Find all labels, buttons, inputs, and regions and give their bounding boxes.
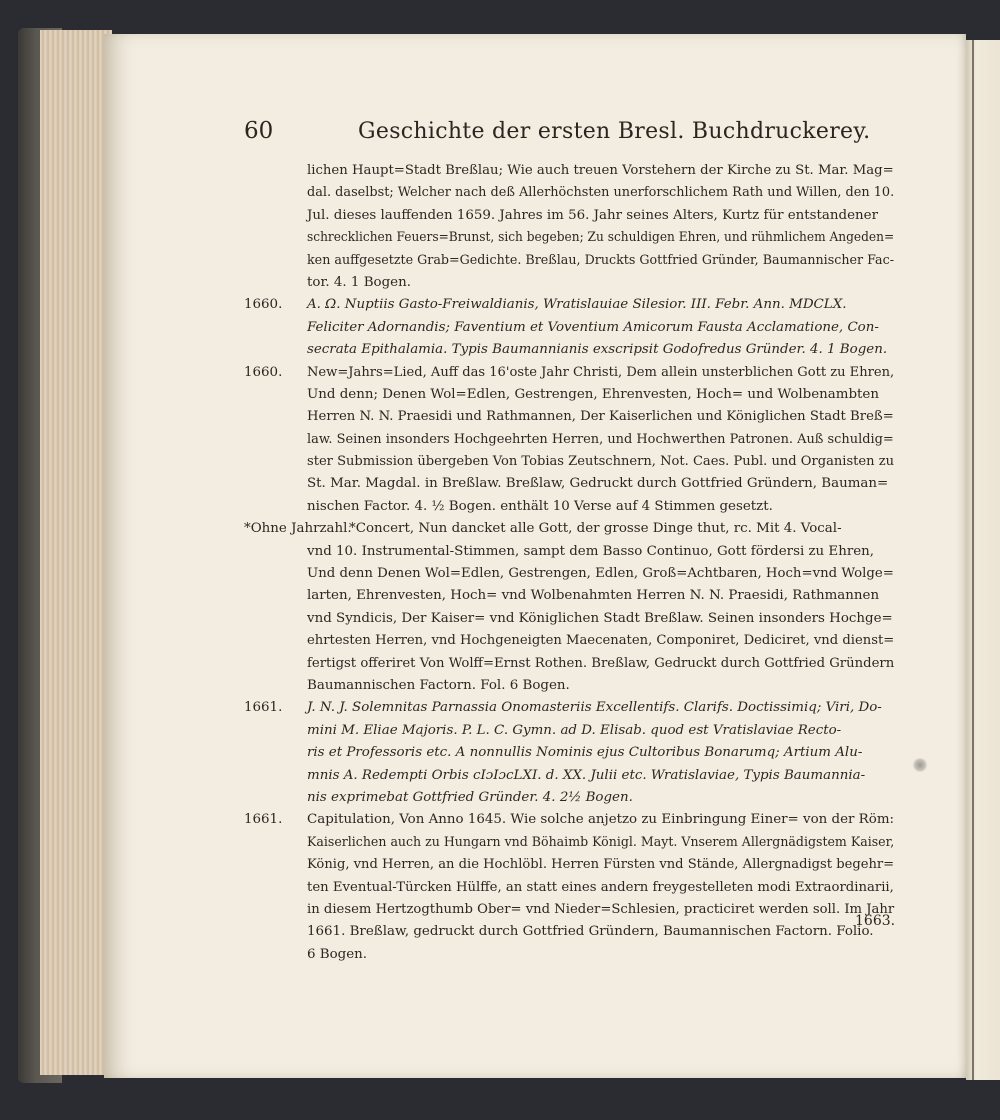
- entry-year: 1660.: [244, 297, 283, 313]
- text-line: [244, 765, 894, 787]
- text-line: [244, 630, 894, 652]
- line-text: A. Ω. Nuptiis Gasto-Freiwaldianis, Wratislauiae Silesior. III. Febr. Ann. MDCLX.: [307, 297, 847, 313]
- text-line: [244, 272, 894, 294]
- line-text: Herren N. N. Praesidi und Rathmannen, Der Kaiserlichen und Königlichen Stadt Breß=: [307, 409, 894, 425]
- entry-year: 1661.: [244, 812, 283, 828]
- text-line: [244, 362, 894, 384]
- line-text: ten Eventual-Türcken Hülffe, an statt eines andern freygestelleten modi Extraordinarii,: [307, 879, 894, 895]
- line-text: nischen Factor. 4. ½ Bogen. enthält 10 Verse auf 4 Stimmen gesetzt.: [307, 498, 773, 514]
- text-line: [244, 697, 894, 719]
- entry-year: 1660.: [244, 364, 283, 380]
- line-text: fertigst offeriret Von Wolff=Ernst Rothen. Breßlaw, Gedruckt durch Gottfried Gründern: [307, 655, 895, 671]
- line-text: ken auffgesetzte Grab=Gedichte. Breßlau, Druckts Gottfried Gründer, Baumannischer Fac-: [307, 252, 895, 268]
- line-text: mnis A. Redempti Orbis cIɔIɔcLXI. d. XX. Julii etc. Wratislaviae, Typis Baumannia-: [307, 767, 866, 783]
- page-body: [244, 160, 894, 966]
- line-text: Kaiserlichen auch zu Hungarn vnd Böhaimb Königl. Mayt. Vnserem Allergnädigstem Kaiser,: [307, 834, 895, 850]
- running-head: [244, 118, 894, 154]
- entry-year: *Ohne Jahrzahl.: [244, 521, 352, 537]
- text-line: [244, 944, 894, 966]
- ink-smudge: [912, 758, 928, 772]
- text-line: [244, 406, 894, 428]
- line-text: schrecklichen Feuers=Brunst, sich begeben; Zu schuldigen Ehren, und rühmlichem Angeden=: [307, 230, 895, 246]
- line-text: ris et Professoris etc. A nonnullis Nominis ejus Cultoribus Bonarumq; Artium Alu-: [307, 745, 863, 761]
- line-text: in diesem Hertzogthumb Ober= vnd Nieder=Schlesien, practiciret werden soll. Im Jahr: [307, 901, 895, 917]
- running-title: Geschichte der ersten Bresl. Buchdruckerey.: [358, 119, 871, 144]
- text-line: [244, 227, 894, 249]
- text-line: [244, 608, 894, 630]
- text-line: [244, 317, 894, 339]
- text-line: [244, 832, 894, 854]
- line-text: Und denn Denen Wol=Edlen, Gestrengen, Edlen, Groß=Achtbaren, Hoch=vnd Wolge=: [307, 566, 894, 582]
- entry-year: 1661.: [244, 700, 283, 716]
- text-line: [244, 563, 894, 585]
- line-text: J. N. J. Solemnitas Parnassia Onomasteriis Excellentifs. Clarifs. Doctissimiq; Viri, Do-: [307, 700, 882, 716]
- line-text: Capitulation, Von Anno 1645. Wie solche anjetzo zu Einbringung Einer= von der Röm:: [307, 812, 895, 828]
- text-line: [244, 182, 894, 204]
- line-text: St. Mar. Magdal. in Breßlaw. Breßlaw, Gedruckt durch Gottfried Gründern, Bauman=: [307, 476, 889, 492]
- text-line: [244, 160, 894, 182]
- text-line: [244, 585, 894, 607]
- line-text: law. Seinen insonders Hochgeehrten Herren, und Hochwerthen Patronen. Auß schuldig=: [307, 431, 894, 447]
- text-line: [244, 877, 894, 899]
- text-line: [244, 205, 894, 227]
- line-text: 1661. Breßlaw, gedruckt durch Gottfried Gründern, Baumannischen Factorn. Folio.: [307, 924, 874, 940]
- line-text: ster Submission übergeben Von Tobias Zeutschnern, Not. Caes. Publ. und Organisten zu: [307, 454, 894, 470]
- line-text: vnd 10. Instrumental-Stimmen, sampt dem Basso Continuo, Gott fördersi zu Ehren,: [307, 543, 875, 559]
- text-line: [244, 653, 894, 675]
- line-text: secrata Epithalamia. Typis Baumannianis exscripsit Godofredus Gründer. 4. 1 Bogen.: [307, 342, 888, 358]
- text-line: [244, 854, 894, 876]
- text-line: [244, 473, 894, 495]
- gutter-line: [972, 40, 974, 1080]
- line-text: nis exprimebat Gottfried Gründer. 4. 2½ Bogen.: [307, 789, 633, 805]
- text-line: [244, 742, 894, 764]
- line-text: lichen Haupt=Stadt Breßlau; Wie auch treuen Vorstehern der Kirche zu St. Mar. Mag=: [307, 163, 894, 178]
- text-line: [244, 250, 894, 272]
- text-line: [244, 429, 894, 451]
- page-number: 60: [244, 118, 274, 144]
- text-line: [244, 675, 894, 697]
- page-edges: [40, 30, 112, 1075]
- text-line: [244, 787, 894, 809]
- text-line: [244, 720, 894, 742]
- text-line: [244, 518, 894, 540]
- text-line: [244, 899, 894, 921]
- line-text: Baumannischen Factorn. Fol. 6 Bogen.: [307, 677, 570, 693]
- line-text: *Concert, Nun dancket alle Gott, der grosse Dinge thut, rc. Mit 4. Vocal-: [349, 521, 842, 537]
- text-line: [244, 921, 894, 943]
- line-text: tor. 4. 1 Bogen.: [307, 274, 411, 290]
- text-line: [244, 496, 894, 518]
- catchword: 1663.: [855, 913, 896, 929]
- line-text: Feliciter Adornandis; Faventium et Voventium Amicorum Fausta Acclamatione, Con-: [307, 319, 879, 335]
- line-text: Jul. dieses lauffenden 1659. Jahres im 56. Jahr seines Alters, Kurtz für entstandener: [307, 207, 878, 223]
- line-text: dal. daselbst; Welcher nach deß Allerhöchsten unerforschlichem Rath und Willen, den 10.: [307, 185, 895, 201]
- line-text: König, vnd Herren, an die Hochlöbl. Herren Fürsten vnd Stände, Allergnadigst begehr=: [307, 857, 895, 873]
- text-line: [244, 541, 894, 563]
- line-text: larten, Ehrenvesten, Hoch= vnd Wolbenahmten Herren N. N. Praesidi, Rathmannen: [307, 588, 880, 604]
- line-text: 6 Bogen.: [307, 946, 368, 962]
- text-line: [244, 451, 894, 473]
- line-text: mini M. Eliae Majoris. P. L. C. Gymn. ad D. Elisab. quod est Vratislaviae Recto-: [307, 722, 842, 738]
- line-text: New=Jahrs=Lied, Auff das 16'oste Jahr Christi, Dem allein unsterblichen Gott zu Ehren,: [307, 364, 895, 380]
- text-line: [244, 339, 894, 361]
- text-line: [244, 294, 894, 316]
- line-text: Und denn; Denen Wol=Edlen, Gestrengen, Ehrenvesten, Hoch= und Wolbenambten: [307, 386, 879, 402]
- line-text: ehrtesten Herren, vnd Hochgeneigten Maecenaten, Componiret, Dediciret, vnd dienst=: [307, 633, 895, 649]
- text-line: [244, 809, 894, 831]
- line-text: vnd Syndicis, Der Kaiser= vnd Königlichen Stadt Breßlaw. Seinen insonders Hochge=: [307, 610, 893, 626]
- text-line: [244, 384, 894, 406]
